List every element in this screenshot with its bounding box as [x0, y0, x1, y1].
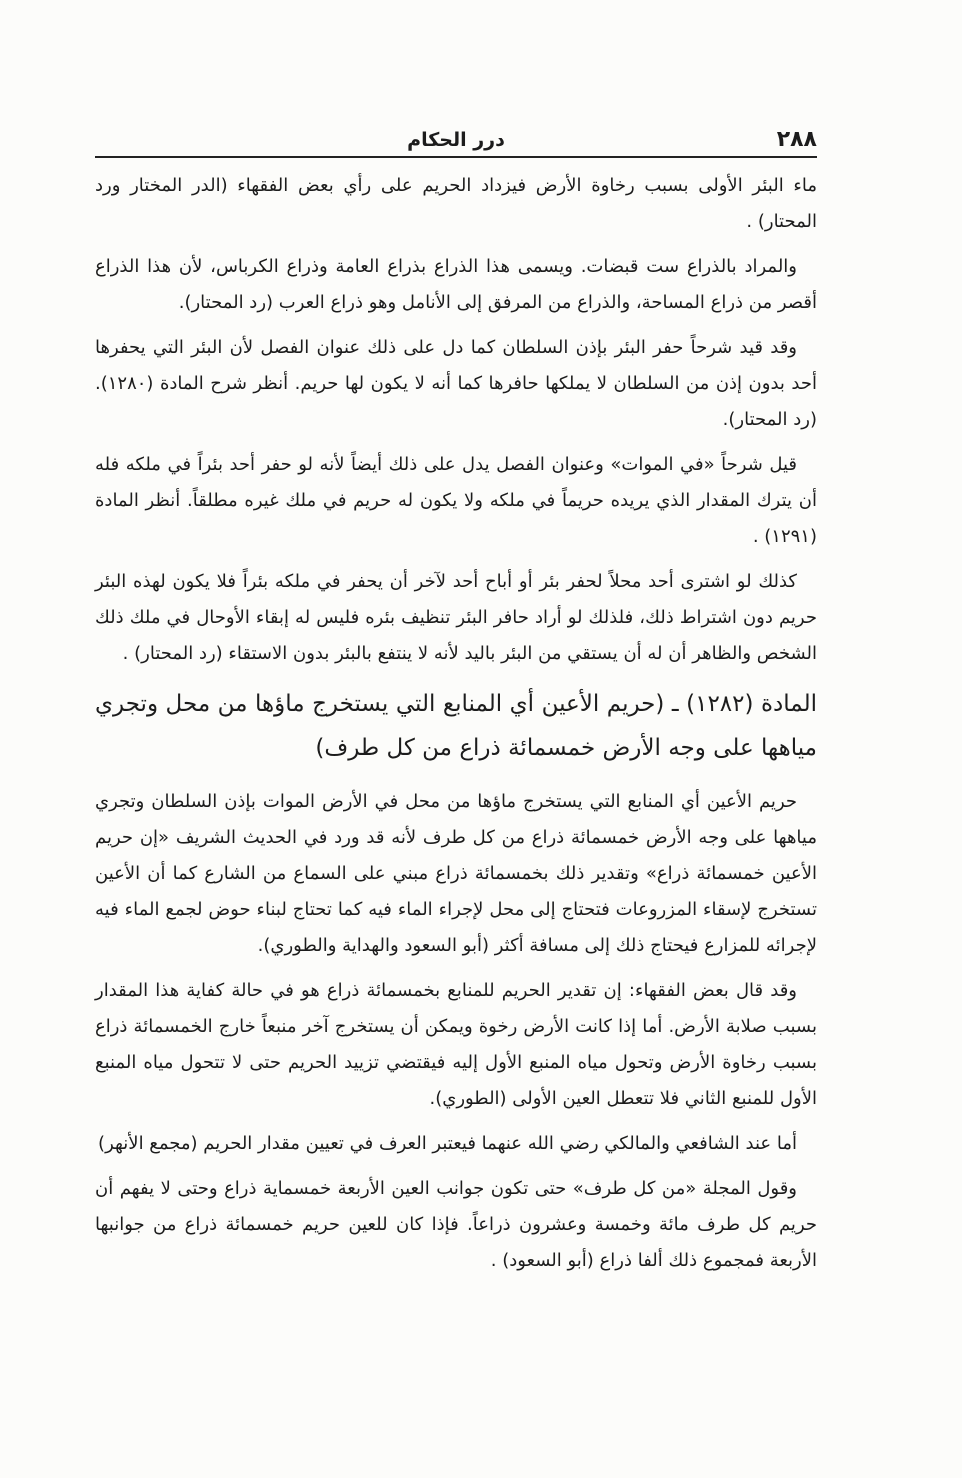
article-heading: المادة (١٢٨٢) ـ (حريم الأعين أي المنابع التي يستخرج ماؤها من محل وتجري مياهها على وجه الأرض خمسمائة ذراع من كل طرف): [95, 691, 817, 761]
article-paragraph: وقد قال بعض الفقهاء: إن تقدير الحريم للمنابع بخمسمائة ذراع هو في حالة كفاية هذا المقدار بسبب صلابة الأرض. أما إذا كانت الأرض رخوة ويمكن أن يستخرج آخر منبعاً خارج الخمسمائة ذراع بسبب رخاوة الأرض وتحول مياه المنبع الأول إليه فيقتضي تزييد الحريم حتى لا تتحول مياه المنبع الأول للمنبع الثاني فلا تتعطل العين الأولى (الطوري).: [95, 980, 817, 1109]
article-paragraph: أما عند الشافعي والمالكي رضي الله عنهما فيعتبر العرف في تعيين مقدار الحريم (مجمع الأنهر): [98, 1133, 797, 1154]
page-header: [95, 126, 817, 158]
paragraph: وقد قيد شرحاً حفر البئر بإذن السلطان كما دل على ذلك عنوان الفصل لأن البئر التي يحفرها أحد بدون إذن من السلطان لا يملكها حافرها كما أنه لا يكون لها حريم. أنظر شرح المادة (١٢٨٠). (رد المحتار).: [95, 337, 817, 430]
article-paragraph: حريم الأعين أي المنابع التي يستخرج ماؤها من محل في الأرض الموات بإذن السلطان وتجري مياهها على وجه الأرض خمسمائة ذراع من كل طرف لأنه قد ورد في الحديث الشريف «إن حريم الأعين خمسمائة ذراع» وتقدير ذلك بخمسمائة ذراع مبني على السماع من الشارع كما أن الأعين تستخرج لإسقاء المزروعات فتحتاج إلى محل لإجراء الماء فيه كما تحتاج لبناء حوض لجمع الماء فيه لإجرائه للمزارع فيحتاج ذلك إلى مسافة أكثر (أبو السعود والهداية والطوري).: [95, 791, 817, 956]
page-number: ٢٨٨: [776, 127, 817, 152]
article-paragraph: وقول المجلة «من كل طرف» حتى تكون جوانب العين الأربعة خمسماية ذراع وحتى لا يفهم أن حريم كل طرف مائة وخمسة وعشرون ذراعاً. فإذا كان للعين حريم خمسمائة ذراع من جوانبها الأربعة فمجموع ذلك ألفا ذراع (أبو السعود) .: [95, 1178, 817, 1271]
paragraph-continued: ماء البئر الأولى بسبب رخاوة الأرض فيزداد الحريم على رأي بعض الفقهاء (الدر المختار ورد المحتار) .: [95, 175, 817, 232]
book-title: درر الحكام: [407, 129, 505, 151]
paragraph: قيل شرحاً «في الموات» وعنوان الفصل يدل على ذلك أيضاً لأنه لو حفر أحد بئراً في ملكه فله أن يترك المقدار الذي يريده حريماً في ملكه ولا يكون له حريم في ملك غيره مطلقاً. أنظر المادة (١٢٩١) .: [95, 454, 817, 547]
paragraph: كذلك لو اشترى أحد محلاً لحفر بئر أو أباح أحد لآخر أن يحفر في ملكه بئراً فلا يكون لهذه البئر حريم دون اشتراط ذلك، فلذلك لو أراد حافر البئر تنظيف بئره فليس له إبقاء الأوحال في ملك ذلك الشخص والظاهر أن له أن يستقي من البئر باليد لأنه لا ينتفع بالبئر بدون الاستقاء (رد المحتار) .: [95, 571, 817, 664]
page-body: [95, 168, 817, 1288]
paragraph: والمراد بالذراع ست قبضات. ويسمى هذا الذراع بذراع العامة وذراع الكرباس، لأن هذا الذراع أقصر من ذراع المساحة، والذراع من المرفق إلى الأنامل وهو ذراع العرب (رد المحتار).: [95, 256, 817, 313]
